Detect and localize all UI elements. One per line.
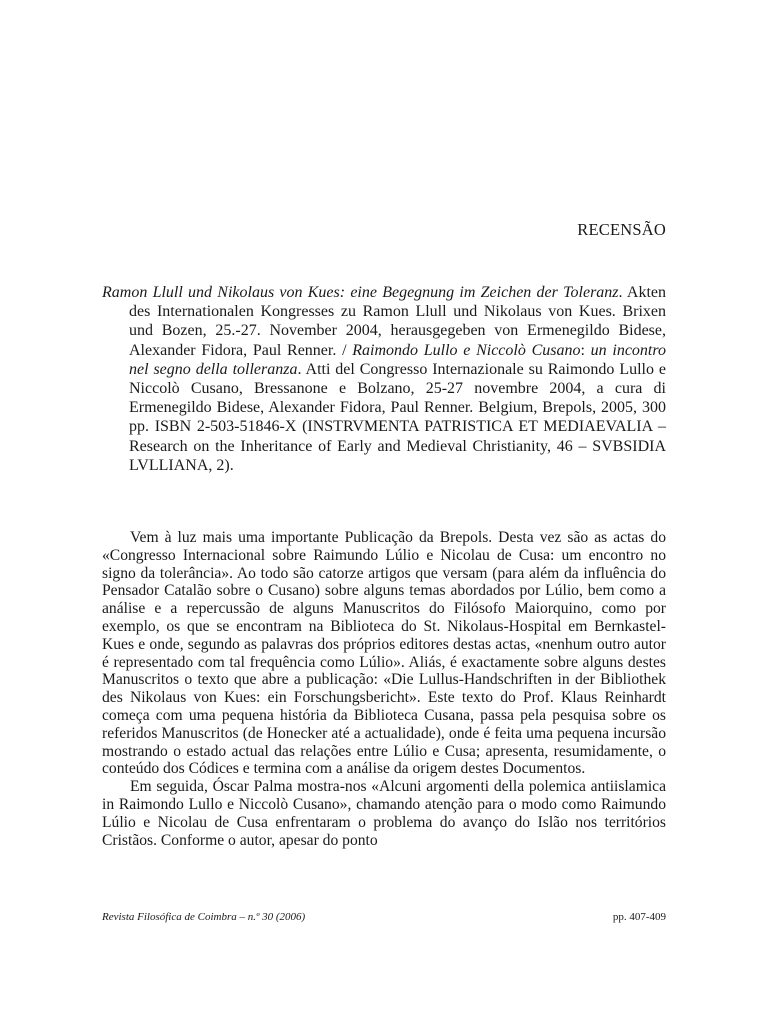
german-title: Ramon Llull und Nikolaus von Kues: eine Begegnung im Zeichen der Toleranz — [102, 284, 619, 301]
section-title: RECENSÃO — [577, 220, 666, 239]
body-paragraph-2: Em seguida, Óscar Palma mostra-nos «Alcuni argomenti della polemica antiislamica in Raimondo Lullo e Niccolò Cusano», chamando atenção para o modo como Raimundo Lúlio e Nicolau de Cusa enfrentaram o problema do avanço do Islão nos territórios Cristãos. Conforme o autor, apesar do ponto — [102, 778, 666, 849]
document-page — [102, 0, 666, 1024]
page-range: pp. 407-409 — [612, 911, 666, 923]
italian-title-a: Raimondo Lullo e Niccolò Cusano — [352, 341, 581, 359]
bibliographic-reference — [102, 283, 666, 475]
review-body — [102, 529, 666, 849]
german-details: . Akten des Internationalen Kongresses zu Ramon Llull und Nikolaus von Kues. Brixen und Bozen, 25.-27. November 2004, herausgegeben von Ermenegildo Bidese, Alexander Fidora, Paul Renner. / — [129, 284, 667, 359]
page-footer — [102, 911, 666, 923]
italian-title-separator: : — [580, 341, 591, 359]
italian-details: . Atti del Congresso Internazionale su Raimondo Lullo e Niccolò Cusano, Bressanone e Bolzano, 25-27 novembre 2004, a cura di Ermenegildo Bidese, Alexander Fidora, Paul Renner. Belgium, Brepols, 2005, 300 pp. ISBN 2-503-51846-X (INSTRVMENTA PATRISTICA ET MEDIAEVALIA – Research on the Inheritance of Early and Medieval Christianity, 46 – SVBSIDIA LVLLIANA, 2). — [129, 360, 666, 474]
italian-title-b: un incontro nel segno della tolleranza — [129, 341, 667, 378]
journal-citation: Revista Filosófica de Coimbra – n.º 30 (2006) — [102, 911, 306, 923]
body-paragraph-1: Vem à luz mais uma importante Publicação da Brepols. Desta vez são as actas do «Congresso Internacional sobre Raimundo Lúlio e Nicolau de Cusa: um encontro no signo da tolerância». Ao todo são catorze artigos que versam (para além da influência do Pensador Catalão sobre o Cusano) sobre alguns temas abordados por Lúlio, bem como a análise e a repercussão de alguns Manuscritos do Filósofo Maiorquino, como por exemplo, os que se encontram na Biblioteca do St. Nikolaus-Hospital em Bernkastel-Kues e onde, segundo as palavras dos próprios editores destas actas, «nenhum outro autor é representado com tal frequência como Lúlio». Aliás, é exactamente sobre alguns destes Manuscritos o texto que abre a publicação: «Die Lullus-Handschriften in der Bibliothek des Nikolaus von Kues: ein Forschungsbericht». Este texto do Prof. Klaus Reinhardt começa com uma pequena história da Biblioteca Cusana, passa pela pesquisa sobre os referidos Manuscritos (de Honecker até a actualidade), onde é feita uma pequena incursão mostrando o estado actual das relações entre Lúlio e Cusa; apresenta, resumidamente, o conteúdo dos Códices e termina com a análise da origem destes Documentos. — [102, 529, 666, 778]
